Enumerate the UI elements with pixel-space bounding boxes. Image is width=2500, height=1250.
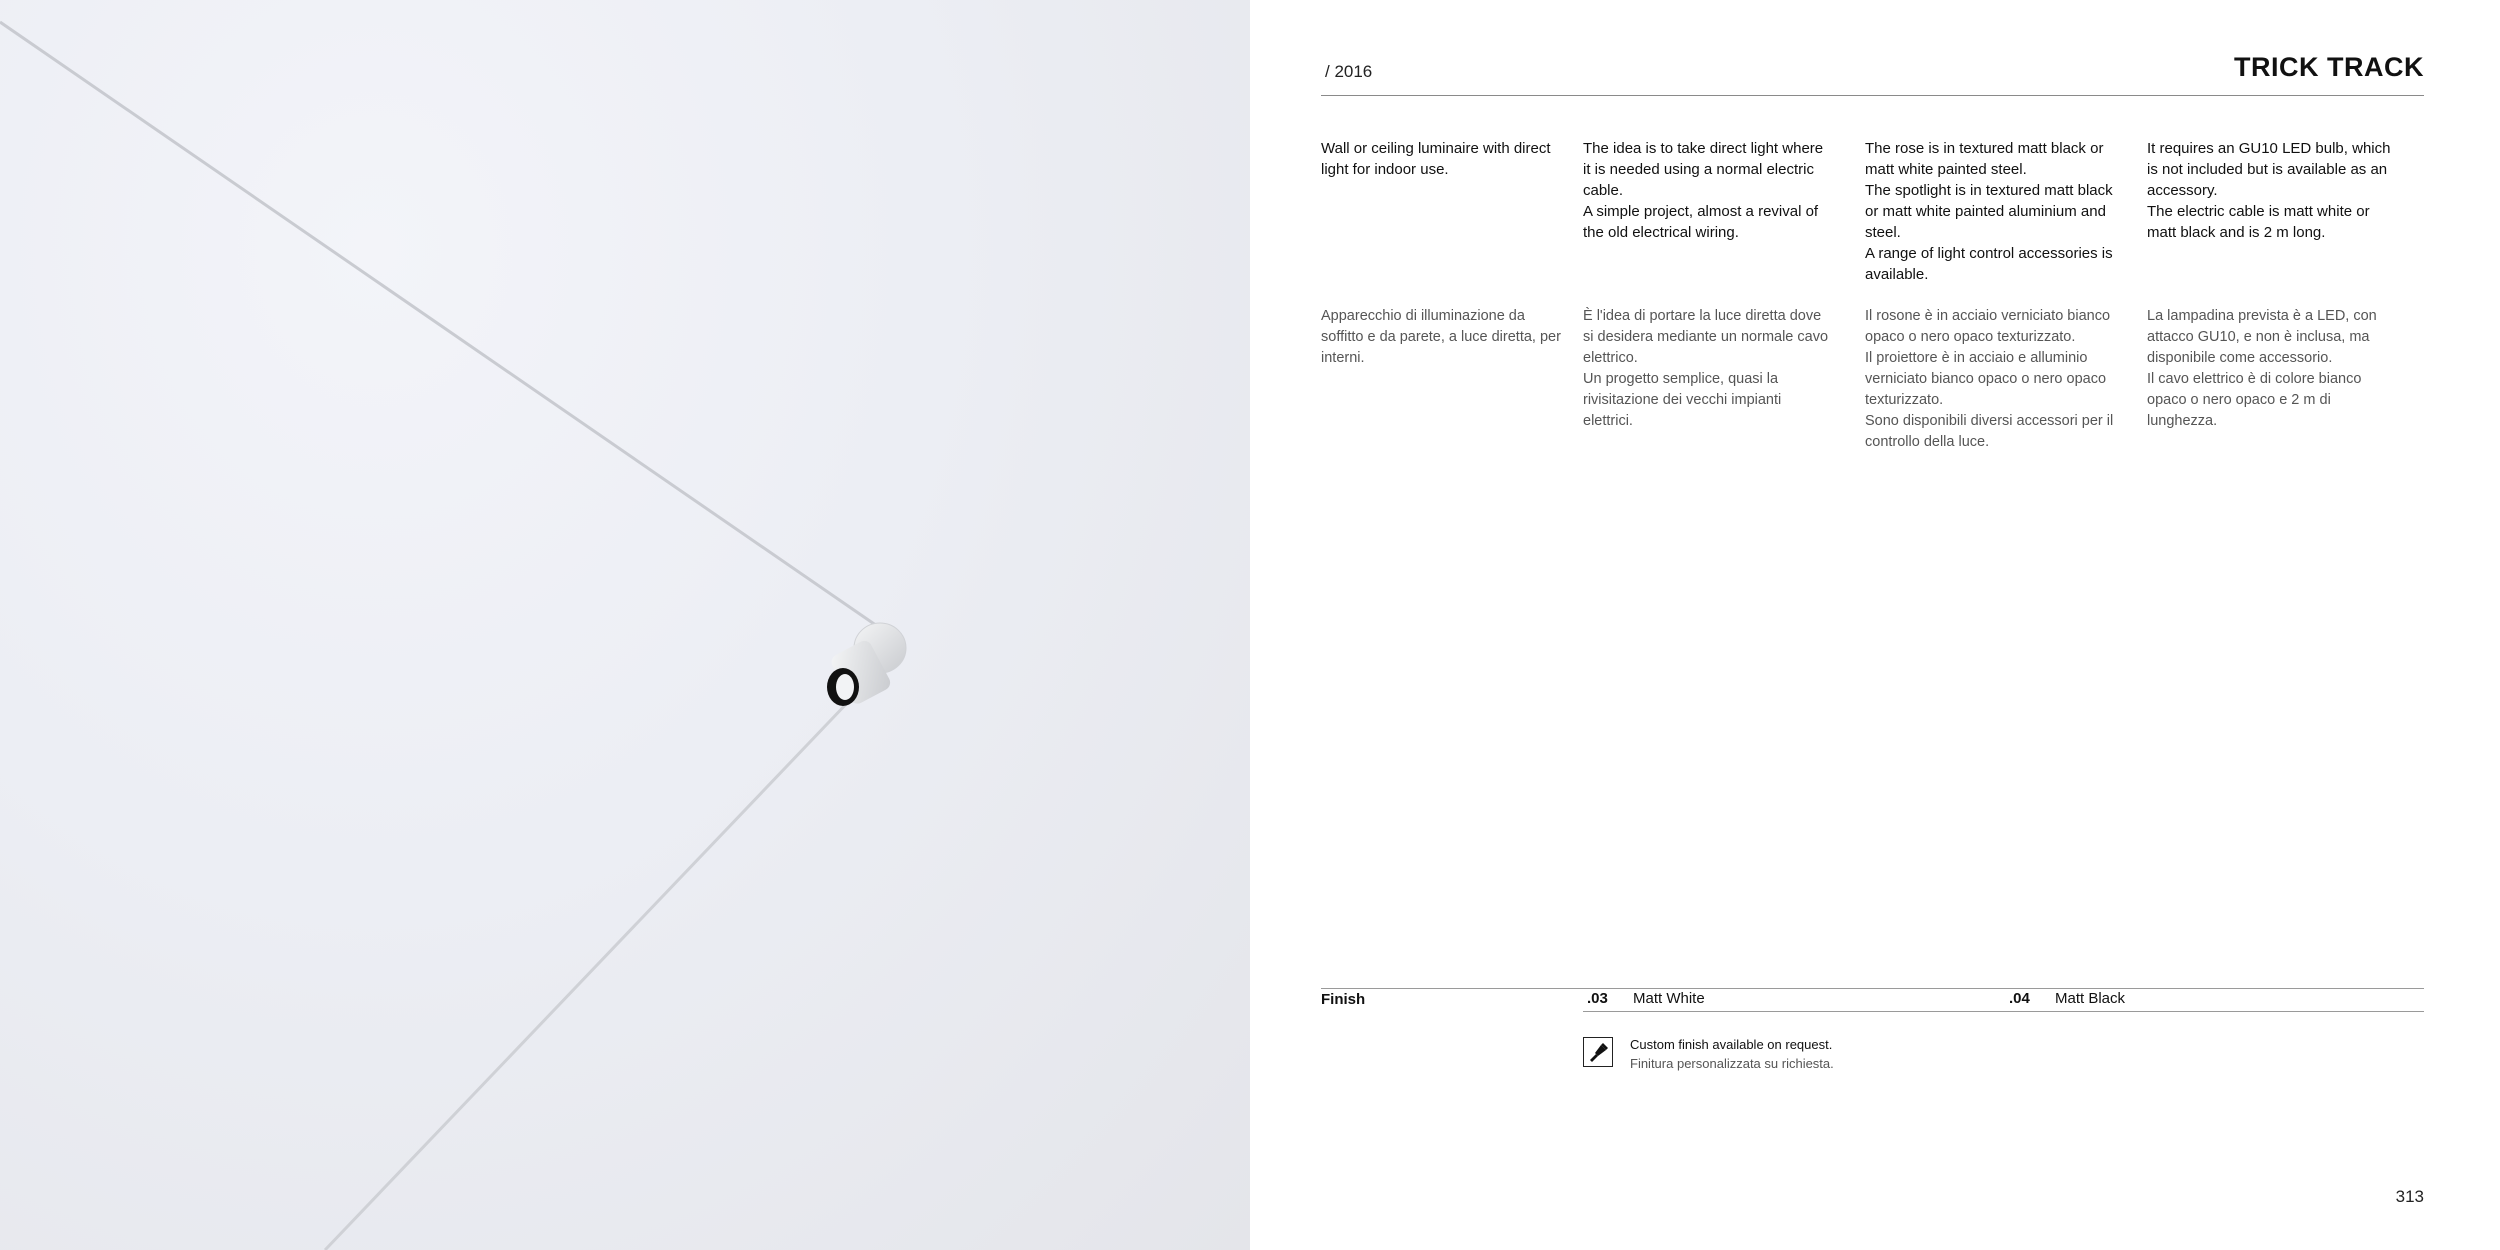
finish-divider-bottom [1583, 1011, 2424, 1012]
finish-divider-top [1321, 988, 2424, 989]
desc-text-it: Apparecchio di illuminazione da soffitto e da parete, a luce diretta, per interni. [1321, 308, 1561, 366]
desc-col-1-it [1321, 306, 1571, 369]
desc-col-4-it [2147, 306, 2397, 432]
finish-name: Matt Black [2055, 990, 2126, 1007]
desc-text-it: Il cavo elettrico è di colore bianco opaco o nero opaco e 2 m di lunghezza. [2147, 371, 2362, 429]
spec-page [1250, 0, 2500, 1250]
finish-option-matt-black [2009, 990, 2125, 1007]
custom-finish-it: Finitura personalizzata su richiesta. [1630, 1056, 1834, 1071]
desc-text: A simple project, almost a revival of the old electrical wiring. [1583, 203, 1819, 241]
desc-text: A range of light control accessories is available. [1865, 245, 2113, 283]
desc-text: The idea is to take direct light where it is needed using a normal electric cable. [1583, 140, 1824, 199]
desc-col-2-it [1583, 306, 1833, 432]
desc-text: The spotlight is in textured matt black or matt white painted aluminium and steel. [1865, 182, 2113, 241]
paint-brush-icon [1583, 1037, 1613, 1067]
desc-text-it: La lampadina prevista è a LED, con attacco GU10, e non è inclusa, ma disponibile come accessorio. [2147, 308, 2377, 366]
desc-text: Wall or ceiling luminaire with direct light for indoor use. [1321, 140, 1551, 178]
finish-option-matt-white [1587, 990, 1705, 1007]
desc-text-it: Il proiettore è in acciaio e alluminio verniciato bianco opaco o nero opaco texturizzato. [1865, 350, 2107, 408]
custom-finish-en: Custom finish available on request. [1630, 1037, 1833, 1052]
desc-col-1-en [1321, 138, 1571, 180]
finish-label: Finish [1321, 991, 1366, 1008]
custom-finish-note [1583, 1035, 1834, 1073]
custom-finish-text [1630, 1035, 1834, 1073]
desc-col-3-en [1865, 138, 2115, 285]
page-number: 313 [2395, 1187, 2424, 1206]
finish-code: .04 [2009, 990, 2030, 1007]
desc-text: The rose is in textured matt black or matt white painted steel. [1865, 140, 2104, 178]
year-label: / 2016 [1325, 62, 1373, 81]
desc-text: It requires an GU10 LED bulb, which is not included but is available as an accessory. [2147, 140, 2391, 199]
desc-text: The electric cable is matt white or matt black and is 2 m long. [2147, 203, 2370, 241]
product-title: TRICK TRACK [2234, 52, 2424, 82]
desc-col-3-it [1865, 306, 2115, 453]
desc-col-4-en [2147, 138, 2397, 243]
finish-code: .03 [1587, 990, 1608, 1007]
desc-text-it: Il rosone è in acciaio verniciato bianco opaco o nero opaco texturizzato. [1865, 308, 2111, 345]
desc-col-2-en [1583, 138, 1833, 243]
desc-text-it: È l'idea di portare la luce diretta dove si desidera mediante un normale cavo elettrico. [1583, 308, 1829, 366]
desc-text-it: Sono disponibili diversi accessori per il controllo della luce. [1865, 413, 2114, 450]
desc-text-it: Un progetto semplice, quasi la rivisitazione dei vecchi impianti elettrici. [1583, 371, 1782, 429]
header-divider [1321, 95, 2424, 96]
finish-name: Matt White [1633, 990, 1705, 1007]
